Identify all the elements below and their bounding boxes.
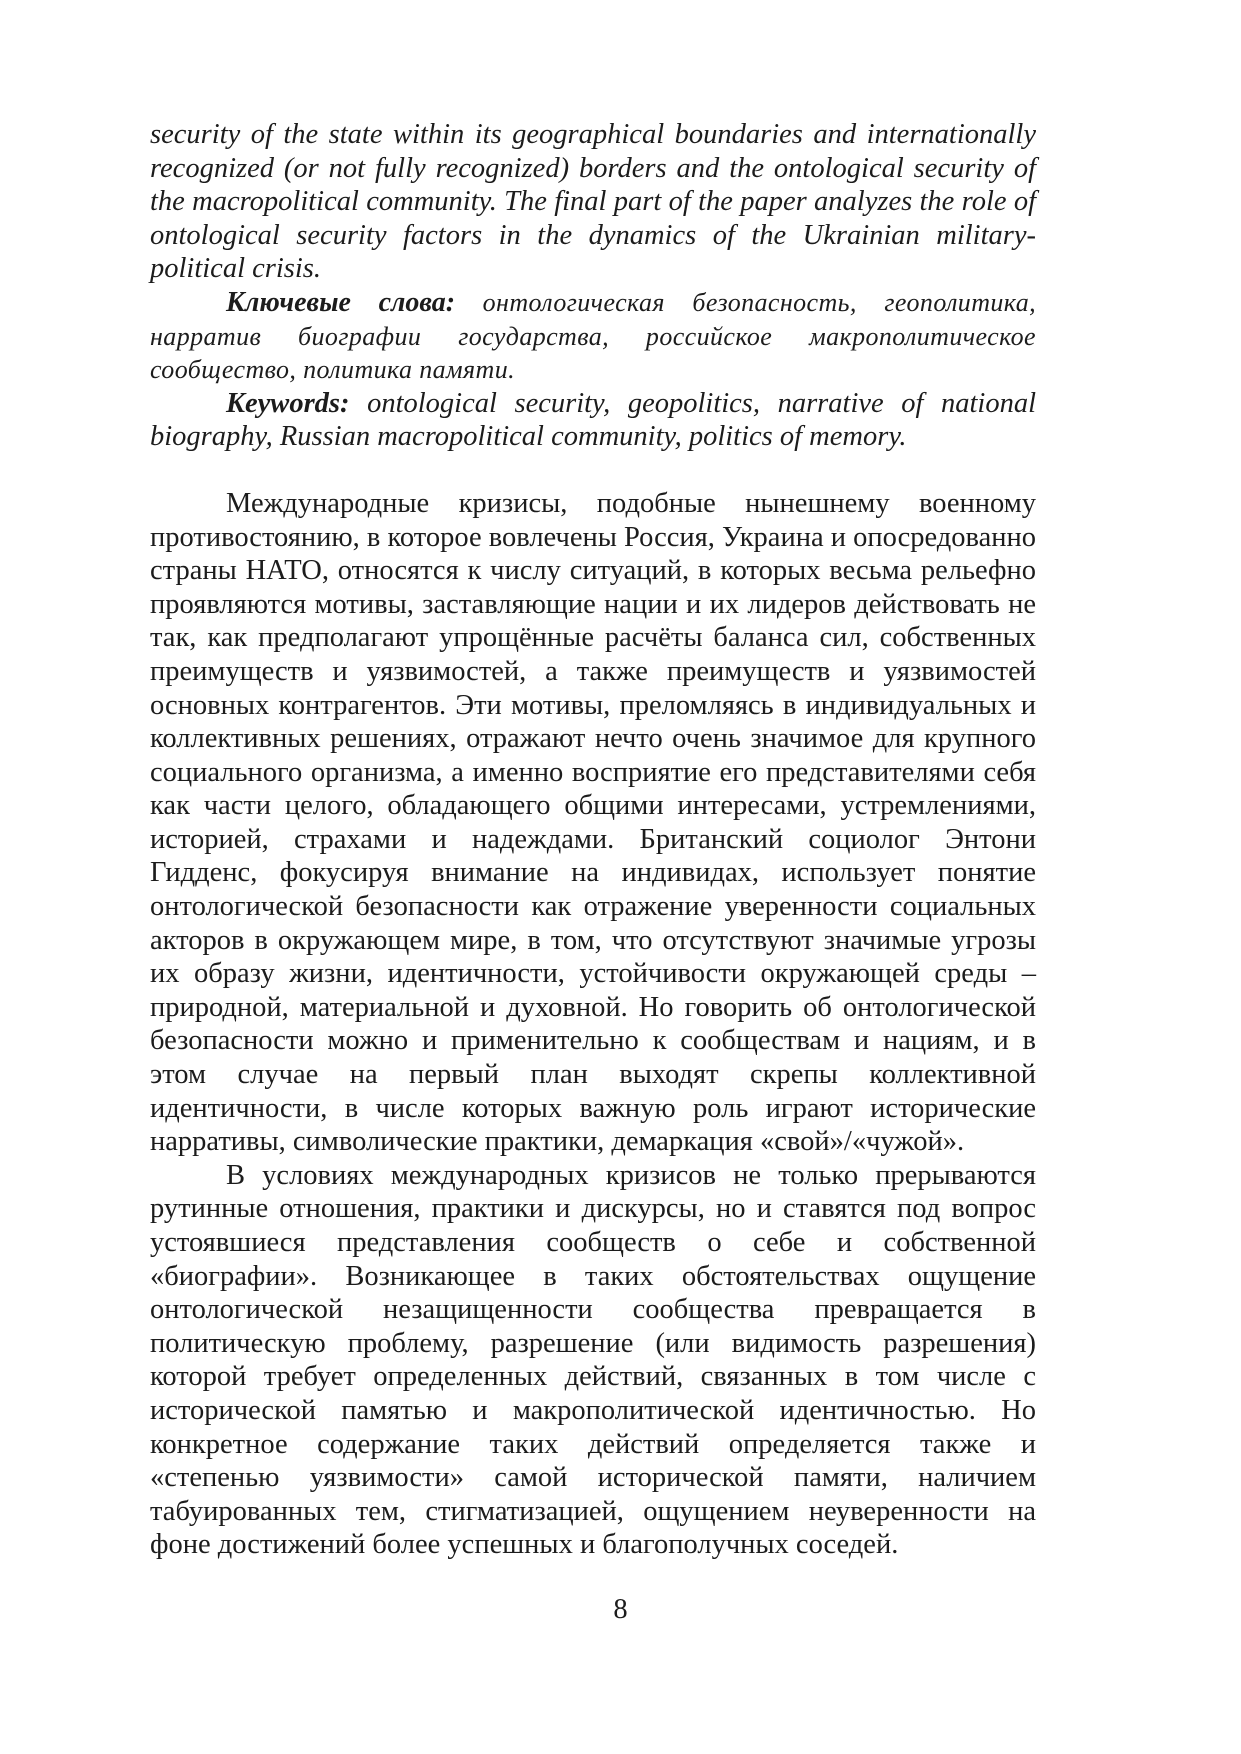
body-paragraph-2: В условиях международных кризисов не только прерываются рутинные отношения, практики и дискурсы, но и ставятся под вопрос устоявшиеся представления сообществ о себе и собственной «биографии». Возникающее в таких обстоятельствах ощущение онтологической незащищенности сообщества превращается в политическую проблему, разрешение (или видимость разрешения) которой требует определенных действий, связанных в том числе с исторической памятью и макрополитической идентичностью. Но конкретное содержание таких действий определяется также и «степенью уязвимости» самой исторической памяти, наличием табуированных тем, стигматизацией, ощущением неуверенности на фоне достижений более успешных и благополучных соседей. (150, 1159, 1036, 1561)
page-number: 8 (613, 1594, 628, 1625)
keywords-english-label: Keywords: (226, 387, 350, 419)
section-spacer (150, 454, 1036, 487)
body-paragraph-1: Международные кризисы, подобные нынешнему военному противостоянию, в которое вовлечены Россия, Украина и опосредованно страны НАТО, относятся к числу ситуаций, в которых весьма рельефно проявляются мотивы, заставляющие нации и их лидеров действовать не так, как предполагают упрощённые расчёты баланса сил, собственных преимуществ и уязвимостей, а также преимуществ и уязвимостей основных контрагентов. Эти мотивы, преломляясь в индивидуальных и коллективных решениях, отражают нечто очень значимое для крупного социального организма, а именно восприятие его представителями себя как части целого, обладающего общими интересами, устремлениями, историей, страхами и надеждами. Британский социолог Энтони Гидденс, фокусируя внимание на индивидах, использует понятие онтологической безопасности как отражение уверенности социальных акторов в окружающем мире, в том, что отсутствуют значимые угрозы их образу жизни, идентичности, устойчивости окружающей среды – природной, материальной и духовной. Но говорить об онтологической безопасности можно и применительно к сообществам и нациям, и в этом случае на первый план выходят скрепы коллективной идентичности, в числе которых важную роль играют исторические нарративы, символические практики, демаркация «свой»/«чужой». (150, 487, 1036, 1158)
keywords-russian-text: онтологическая безопасность, геополитика, нарратив биографии государства, российское макрополитическое сообщество, политика памяти. (150, 287, 1036, 385)
abstract-ending: security of the state within its geographical boundaries and internationally recognized (or not fully recognized) borders and the ontological security of the macropolitical community. The final part of the paper analyzes the role of ontological security factors in the dynamics of the Ukrainian military-political crisis. (150, 119, 1036, 285)
keywords-english-text: ontological security, geopolitics, narrative of national biography, Russian macropolitical community, politics of memory. (150, 387, 1036, 453)
keywords-english (150, 387, 1036, 454)
keywords-russian-label: Ключевые слова: (226, 286, 456, 318)
keywords-russian (150, 286, 1036, 387)
page-content (150, 118, 1036, 1562)
